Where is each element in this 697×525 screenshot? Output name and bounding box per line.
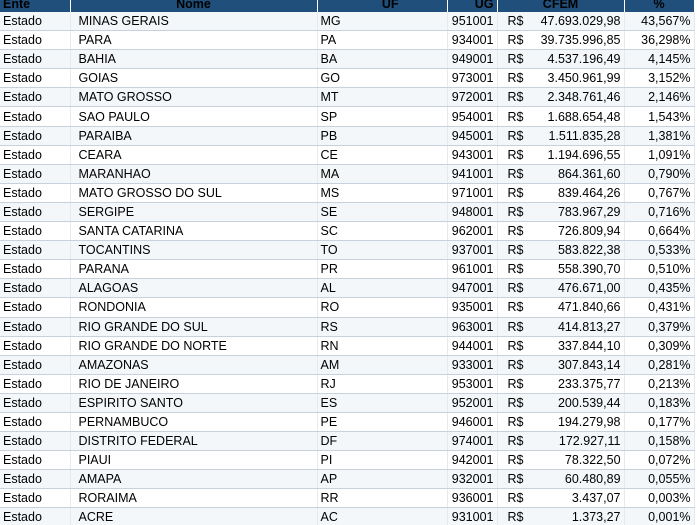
table-row bbox=[0, 393, 694, 412]
cell-ente[interactable]: Estado bbox=[0, 412, 70, 431]
cell-nome[interactable]: MATO GROSSO bbox=[70, 88, 317, 107]
cell-uf[interactable]: PE bbox=[317, 412, 447, 431]
cell-ug[interactable]: 935001 bbox=[447, 298, 497, 317]
cell-ug[interactable]: 971001 bbox=[447, 183, 497, 202]
cell-uf[interactable]: GO bbox=[317, 69, 447, 88]
cell-nome[interactable]: RIO GRANDE DO SUL bbox=[70, 317, 317, 336]
cell-ente[interactable]: Estado bbox=[0, 126, 70, 145]
cell-cfem[interactable]: 783.967,29 bbox=[537, 202, 624, 221]
cell-cfem[interactable]: 78.322,50 bbox=[537, 451, 624, 470]
cell-cfem[interactable]: 1.511.835,28 bbox=[537, 126, 624, 145]
cell-uf[interactable]: AM bbox=[317, 355, 447, 374]
cell-currency[interactable]: R$ bbox=[497, 336, 537, 355]
cell-cfem[interactable]: 558.390,70 bbox=[537, 260, 624, 279]
cell-cfem[interactable]: 839.464,26 bbox=[537, 183, 624, 202]
table-row bbox=[0, 88, 694, 107]
cell-percent[interactable]: 0,309% bbox=[624, 336, 694, 355]
cell-ug[interactable]: 972001 bbox=[447, 88, 497, 107]
table-row bbox=[0, 31, 694, 50]
header-ug[interactable]: UG bbox=[447, 0, 497, 12]
cell-nome[interactable]: BAHIA bbox=[70, 50, 317, 69]
cell-currency[interactable]: R$ bbox=[497, 145, 537, 164]
table-row bbox=[0, 69, 694, 88]
cell-cfem[interactable]: 3.437,07 bbox=[537, 489, 624, 508]
cell-ug[interactable]: 974001 bbox=[447, 432, 497, 451]
cell-currency[interactable]: R$ bbox=[497, 508, 537, 525]
cell-percent[interactable]: 36,298% bbox=[624, 31, 694, 50]
cell-currency[interactable]: R$ bbox=[497, 355, 537, 374]
cell-cfem[interactable]: 337.844,10 bbox=[537, 336, 624, 355]
cell-ug[interactable]: 947001 bbox=[447, 279, 497, 298]
cell-cfem[interactable]: 414.813,27 bbox=[537, 317, 624, 336]
cell-ug[interactable]: 954001 bbox=[447, 107, 497, 126]
table-row bbox=[0, 374, 694, 393]
cell-nome[interactable]: AMAPA bbox=[70, 470, 317, 489]
cell-currency[interactable]: R$ bbox=[497, 470, 537, 489]
cell-nome[interactable]: PERNAMBUCO bbox=[70, 412, 317, 431]
header-ente[interactable]: Ente bbox=[0, 0, 70, 12]
cell-currency[interactable]: R$ bbox=[497, 12, 537, 31]
table-row bbox=[0, 451, 694, 470]
cell-currency[interactable]: R$ bbox=[497, 279, 537, 298]
cell-cfem[interactable]: 47.693.029,98 bbox=[537, 12, 624, 31]
cell-nome[interactable]: GOIAS bbox=[70, 69, 317, 88]
cell-nome[interactable]: MATO GROSSO DO SUL bbox=[70, 183, 317, 202]
cell-ente[interactable]: Estado bbox=[0, 31, 70, 50]
cell-percent[interactable]: 0,003% bbox=[624, 489, 694, 508]
cell-ug[interactable]: 936001 bbox=[447, 489, 497, 508]
cell-ug[interactable]: 962001 bbox=[447, 222, 497, 241]
cell-nome[interactable]: DISTRITO FEDERAL bbox=[70, 432, 317, 451]
cell-currency[interactable]: R$ bbox=[497, 202, 537, 221]
cell-ente[interactable]: Estado bbox=[0, 317, 70, 336]
cell-ug[interactable]: 961001 bbox=[447, 260, 497, 279]
cell-percent[interactable]: 0,431% bbox=[624, 298, 694, 317]
cell-ug[interactable]: 952001 bbox=[447, 393, 497, 412]
cell-currency[interactable]: R$ bbox=[497, 183, 537, 202]
cell-ente[interactable]: Estado bbox=[0, 260, 70, 279]
cell-nome[interactable]: PARANA bbox=[70, 260, 317, 279]
cell-nome[interactable]: TOCANTINS bbox=[70, 241, 317, 260]
table-row bbox=[0, 202, 694, 221]
cell-uf[interactable]: SP bbox=[317, 107, 447, 126]
cell-percent[interactable]: 0,055% bbox=[624, 470, 694, 489]
table-row bbox=[0, 126, 694, 145]
cell-cfem[interactable]: 3.450.961,99 bbox=[537, 69, 624, 88]
table-row bbox=[0, 336, 694, 355]
cell-currency[interactable]: R$ bbox=[497, 241, 537, 260]
cell-uf[interactable]: MT bbox=[317, 88, 447, 107]
table-row bbox=[0, 107, 694, 126]
cell-nome[interactable]: CEARA bbox=[70, 145, 317, 164]
cell-cfem[interactable]: 60.480,89 bbox=[537, 470, 624, 489]
cell-currency[interactable]: R$ bbox=[497, 317, 537, 336]
cell-percent[interactable]: 1,091% bbox=[624, 145, 694, 164]
cell-ente[interactable]: Estado bbox=[0, 279, 70, 298]
cell-uf[interactable]: MS bbox=[317, 183, 447, 202]
cell-percent[interactable]: 0,533% bbox=[624, 241, 694, 260]
cell-percent[interactable]: 0,790% bbox=[624, 164, 694, 183]
cell-uf[interactable]: PI bbox=[317, 451, 447, 470]
cell-ente[interactable]: Estado bbox=[0, 489, 70, 508]
table-row bbox=[0, 279, 694, 298]
cell-percent[interactable]: 2,146% bbox=[624, 88, 694, 107]
table-row bbox=[0, 317, 694, 336]
cell-nome[interactable]: SAO PAULO bbox=[70, 107, 317, 126]
cell-cfem[interactable]: 476.671,00 bbox=[537, 279, 624, 298]
cell-ug[interactable]: 945001 bbox=[447, 126, 497, 145]
cell-uf[interactable]: SE bbox=[317, 202, 447, 221]
cell-uf[interactable]: SC bbox=[317, 222, 447, 241]
cell-ente[interactable]: Estado bbox=[0, 183, 70, 202]
cell-currency[interactable]: R$ bbox=[497, 126, 537, 145]
cell-nome[interactable]: PARAIBA bbox=[70, 126, 317, 145]
cell-cfem[interactable]: 2.348.761,46 bbox=[537, 88, 624, 107]
table-row bbox=[0, 164, 694, 183]
cell-ug[interactable]: 948001 bbox=[447, 202, 497, 221]
cell-cfem[interactable]: 1.194.696,55 bbox=[537, 145, 624, 164]
cell-nome[interactable]: RIO DE JANEIRO bbox=[70, 374, 317, 393]
header-percent[interactable]: % bbox=[624, 0, 694, 12]
cell-percent[interactable]: 4,145% bbox=[624, 50, 694, 69]
cell-ug[interactable]: 932001 bbox=[447, 470, 497, 489]
cell-nome[interactable]: ESPIRITO SANTO bbox=[70, 393, 317, 412]
cell-currency[interactable]: R$ bbox=[497, 393, 537, 412]
cell-percent[interactable]: 1,543% bbox=[624, 107, 694, 126]
cell-ente[interactable]: Estado bbox=[0, 470, 70, 489]
cell-cfem[interactable]: 39.735.996,85 bbox=[537, 31, 624, 50]
table-row bbox=[0, 355, 694, 374]
cell-ug[interactable]: 943001 bbox=[447, 145, 497, 164]
cell-ug[interactable]: 946001 bbox=[447, 412, 497, 431]
cell-percent[interactable]: 43,567% bbox=[624, 12, 694, 31]
cell-ente[interactable]: Estado bbox=[0, 69, 70, 88]
cell-ente[interactable]: Estado bbox=[0, 374, 70, 393]
cell-ente[interactable]: Estado bbox=[0, 145, 70, 164]
cell-percent[interactable]: 0,767% bbox=[624, 183, 694, 202]
header-row bbox=[0, 0, 694, 12]
cell-currency[interactable]: R$ bbox=[497, 88, 537, 107]
table-row bbox=[0, 183, 694, 202]
header-uf[interactable]: UF bbox=[317, 0, 447, 12]
cell-nome[interactable]: RORAIMA bbox=[70, 489, 317, 508]
cell-currency[interactable]: R$ bbox=[497, 374, 537, 393]
cell-percent[interactable]: 0,072% bbox=[624, 451, 694, 470]
header-cfem[interactable]: CFEM bbox=[497, 0, 624, 12]
cell-ente[interactable]: Estado bbox=[0, 222, 70, 241]
cell-uf[interactable]: RN bbox=[317, 336, 447, 355]
table-row bbox=[0, 145, 694, 164]
cell-ug[interactable]: 949001 bbox=[447, 50, 497, 69]
cell-ug[interactable]: 942001 bbox=[447, 451, 497, 470]
cell-ente[interactable]: Estado bbox=[0, 12, 70, 31]
cell-uf[interactable]: DF bbox=[317, 432, 447, 451]
cell-uf[interactable]: RR bbox=[317, 489, 447, 508]
table-row bbox=[0, 432, 694, 451]
cell-currency[interactable]: R$ bbox=[497, 489, 537, 508]
cell-uf[interactable]: RS bbox=[317, 317, 447, 336]
cell-percent[interactable]: 0,183% bbox=[624, 393, 694, 412]
cell-uf[interactable]: RJ bbox=[317, 374, 447, 393]
cell-cfem[interactable]: 200.539,44 bbox=[537, 393, 624, 412]
cell-percent[interactable]: 0,664% bbox=[624, 222, 694, 241]
cell-ug[interactable]: 963001 bbox=[447, 317, 497, 336]
cell-currency[interactable]: R$ bbox=[497, 432, 537, 451]
cell-ente[interactable]: Estado bbox=[0, 393, 70, 412]
cell-percent[interactable]: 0,281% bbox=[624, 355, 694, 374]
cell-ente[interactable]: Estado bbox=[0, 50, 70, 69]
table-row bbox=[0, 298, 694, 317]
cell-uf[interactable]: RO bbox=[317, 298, 447, 317]
cell-cfem[interactable]: 726.809,94 bbox=[537, 222, 624, 241]
table-row bbox=[0, 241, 694, 260]
table-row bbox=[0, 12, 694, 31]
cell-ente[interactable]: Estado bbox=[0, 355, 70, 374]
cell-nome[interactable]: ACRE bbox=[70, 508, 317, 525]
table-row bbox=[0, 489, 694, 508]
cell-cfem[interactable]: 307.843,14 bbox=[537, 355, 624, 374]
cell-nome[interactable]: PIAUI bbox=[70, 451, 317, 470]
cell-nome[interactable]: MINAS GERAIS bbox=[70, 12, 317, 31]
cell-cfem[interactable]: 864.361,60 bbox=[537, 164, 624, 183]
cell-percent[interactable]: 0,716% bbox=[624, 202, 694, 221]
cell-uf[interactable]: AC bbox=[317, 508, 447, 525]
cell-uf[interactable]: ES bbox=[317, 393, 447, 412]
table-row bbox=[0, 412, 694, 431]
cell-ug[interactable]: 953001 bbox=[447, 374, 497, 393]
cell-nome[interactable]: PARA bbox=[70, 31, 317, 50]
cell-uf[interactable]: PR bbox=[317, 260, 447, 279]
cell-ente[interactable]: Estado bbox=[0, 451, 70, 470]
cell-currency[interactable]: R$ bbox=[497, 31, 537, 50]
cell-uf[interactable]: BA bbox=[317, 50, 447, 69]
cell-nome[interactable]: AMAZONAS bbox=[70, 355, 317, 374]
cell-uf[interactable]: AP bbox=[317, 470, 447, 489]
cell-nome[interactable]: SERGIPE bbox=[70, 202, 317, 221]
cell-percent[interactable]: 0,379% bbox=[624, 317, 694, 336]
cell-cfem[interactable]: 233.375,77 bbox=[537, 374, 624, 393]
cell-nome[interactable]: RONDONIA bbox=[70, 298, 317, 317]
cell-percent[interactable]: 0,001% bbox=[624, 508, 694, 525]
cell-ente[interactable]: Estado bbox=[0, 202, 70, 221]
cell-cfem[interactable]: 4.537.196,49 bbox=[537, 50, 624, 69]
cell-ug[interactable]: 951001 bbox=[447, 12, 497, 31]
cell-currency[interactable]: R$ bbox=[497, 164, 537, 183]
cell-ug[interactable]: 937001 bbox=[447, 241, 497, 260]
cell-currency[interactable]: R$ bbox=[497, 222, 537, 241]
cell-currency[interactable]: R$ bbox=[497, 260, 537, 279]
cell-ente[interactable]: Estado bbox=[0, 164, 70, 183]
cell-percent[interactable]: 0,177% bbox=[624, 412, 694, 431]
table-row bbox=[0, 470, 694, 489]
cell-percent[interactable]: 3,152% bbox=[624, 69, 694, 88]
cell-uf[interactable]: PA bbox=[317, 31, 447, 50]
cell-ug[interactable]: 931001 bbox=[447, 508, 497, 525]
cell-currency[interactable]: R$ bbox=[497, 107, 537, 126]
cell-uf[interactable]: MA bbox=[317, 164, 447, 183]
cell-ente[interactable]: Estado bbox=[0, 241, 70, 260]
cell-nome[interactable]: MARANHAO bbox=[70, 164, 317, 183]
cell-ente[interactable]: Estado bbox=[0, 336, 70, 355]
cell-percent[interactable]: 0,510% bbox=[624, 260, 694, 279]
cell-percent[interactable]: 0,435% bbox=[624, 279, 694, 298]
cell-ug[interactable]: 973001 bbox=[447, 69, 497, 88]
cell-percent[interactable]: 0,158% bbox=[624, 432, 694, 451]
cell-percent[interactable]: 1,381% bbox=[624, 126, 694, 145]
cell-uf[interactable]: PB bbox=[317, 126, 447, 145]
cell-ente[interactable]: Estado bbox=[0, 298, 70, 317]
header-nome[interactable]: Nome bbox=[70, 0, 317, 12]
cell-uf[interactable]: AL bbox=[317, 279, 447, 298]
cell-currency[interactable]: R$ bbox=[497, 451, 537, 470]
cell-nome[interactable]: SANTA CATARINA bbox=[70, 222, 317, 241]
cell-nome[interactable]: RIO GRANDE DO NORTE bbox=[70, 336, 317, 355]
cell-ug[interactable]: 944001 bbox=[447, 336, 497, 355]
table-row bbox=[0, 260, 694, 279]
cell-cfem[interactable]: 471.840,66 bbox=[537, 298, 624, 317]
cell-ente[interactable]: Estado bbox=[0, 88, 70, 107]
cell-nome[interactable]: ALAGOAS bbox=[70, 279, 317, 298]
cell-ente[interactable]: Estado bbox=[0, 107, 70, 126]
cell-cfem[interactable]: 583.822,38 bbox=[537, 241, 624, 260]
cell-ente[interactable]: Estado bbox=[0, 508, 70, 525]
cell-ente[interactable]: Estado bbox=[0, 432, 70, 451]
cell-uf[interactable]: CE bbox=[317, 145, 447, 164]
cell-uf[interactable]: TO bbox=[317, 241, 447, 260]
cell-currency[interactable]: R$ bbox=[497, 298, 537, 317]
cell-currency[interactable]: R$ bbox=[497, 50, 537, 69]
table-row bbox=[0, 222, 694, 241]
cell-cfem[interactable]: 172.927,11 bbox=[537, 432, 624, 451]
cell-currency[interactable]: R$ bbox=[497, 412, 537, 431]
cell-percent[interactable]: 0,213% bbox=[624, 374, 694, 393]
cell-ug[interactable]: 933001 bbox=[447, 355, 497, 374]
cell-cfem[interactable]: 1.373,27 bbox=[537, 508, 624, 525]
cell-ug[interactable]: 934001 bbox=[447, 31, 497, 50]
cell-cfem[interactable]: 194.279,98 bbox=[537, 412, 624, 431]
table-row bbox=[0, 508, 694, 525]
table-row bbox=[0, 50, 694, 69]
cell-cfem[interactable]: 1.688.654,48 bbox=[537, 107, 624, 126]
cell-ug[interactable]: 941001 bbox=[447, 164, 497, 183]
cell-currency[interactable]: R$ bbox=[497, 69, 537, 88]
cell-uf[interactable]: MG bbox=[317, 12, 447, 31]
